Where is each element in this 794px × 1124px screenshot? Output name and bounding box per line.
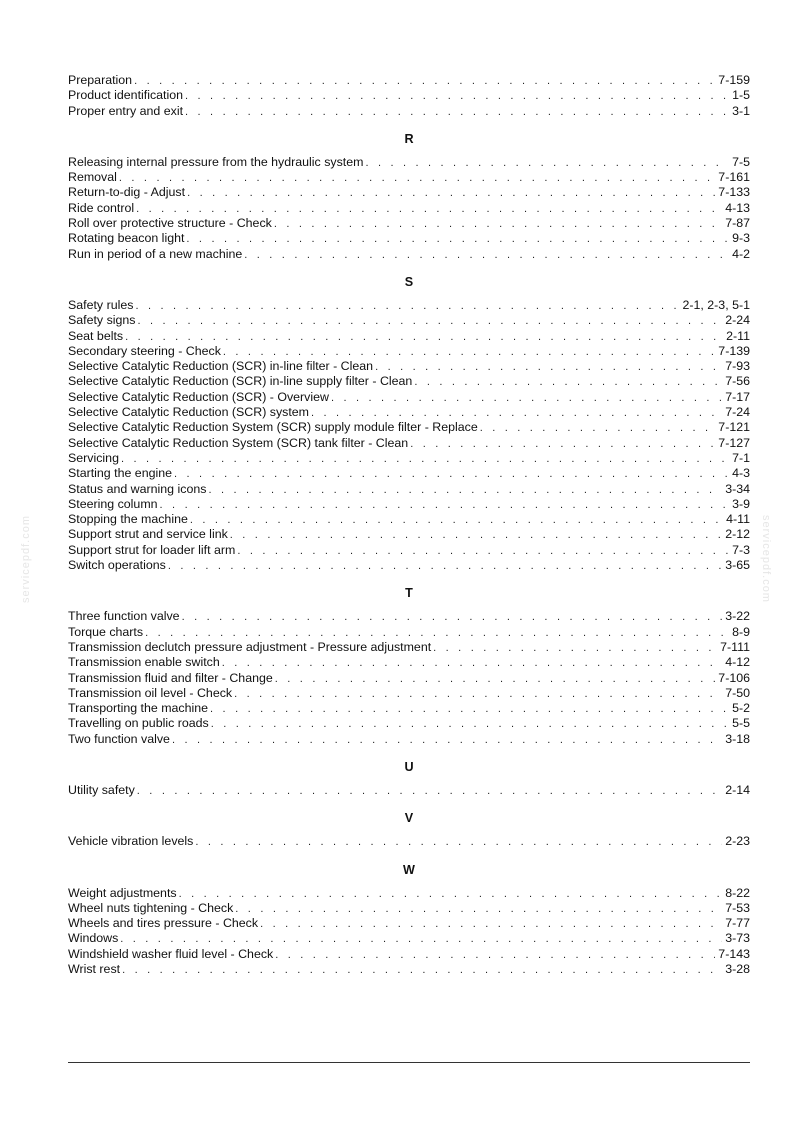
entry-title: Selective Catalytic Reduction (SCR) - Overview <box>68 389 329 404</box>
index-entry[interactable] <box>68 313 750 328</box>
section-letter: T <box>405 586 413 601</box>
entry-title: Safety signs <box>68 313 136 328</box>
entry-title: Wrist rest <box>68 962 121 977</box>
entry-title: Windshield washer fluid level - Check <box>68 946 274 961</box>
index-entry[interactable] <box>68 931 750 946</box>
dot-leader <box>260 917 722 932</box>
index-entry[interactable] <box>68 512 750 527</box>
entry-page-ref: 7-159 <box>718 73 750 87</box>
entry-page-ref: 7-139 <box>718 343 750 358</box>
entry-page-ref: 3-65 <box>725 558 750 573</box>
dot-leader <box>237 544 729 559</box>
index-section <box>68 73 750 119</box>
entry-page-ref: 3-73 <box>725 931 750 946</box>
entry-page-ref: 7-111 <box>720 639 750 654</box>
entry-page-ref: 7-121 <box>718 420 750 435</box>
entry-title: Transmission fluid and filter - Change <box>68 670 273 685</box>
entry-page-ref: 9-3 <box>732 231 750 246</box>
dot-leader <box>134 74 715 89</box>
entry-page-ref: 2-14 <box>725 782 750 797</box>
index-entry[interactable] <box>68 73 750 88</box>
dot-leader <box>174 467 729 482</box>
entry-title: Travelling on public roads <box>68 716 209 731</box>
index-entry[interactable] <box>68 732 750 747</box>
index-entry[interactable] <box>68 543 750 558</box>
index-section <box>68 132 750 262</box>
entry-page-ref: 2-24 <box>725 313 750 328</box>
dot-leader <box>120 932 722 947</box>
index-entry[interactable] <box>68 962 750 977</box>
index-entry[interactable] <box>68 916 750 931</box>
entry-page-ref: 7-93 <box>725 359 750 374</box>
entry-page-ref: 7-77 <box>725 916 750 931</box>
entry-title: Roll over protective structure - Check <box>68 216 272 231</box>
watermark-right: servicepdf.com <box>760 515 772 603</box>
entry-title: Safety rules <box>68 297 134 312</box>
entry-title: Vehicle vibration levels <box>68 834 194 849</box>
dot-leader <box>195 835 722 850</box>
index-entry[interactable] <box>68 671 750 686</box>
index-entry[interactable] <box>68 640 750 655</box>
section-letter: W <box>403 862 415 877</box>
entry-title: Rotating beacon light <box>68 231 185 246</box>
entry-title: Support strut and service link <box>68 527 228 542</box>
index-entry[interactable] <box>68 947 750 962</box>
entry-title: Wheels and tires pressure - Check <box>68 916 259 931</box>
entry-page-ref: 7-50 <box>725 685 750 700</box>
entry-title: Switch operations <box>68 558 166 573</box>
entry-page-ref: 3-18 <box>725 731 750 746</box>
index-entry[interactable] <box>68 329 750 344</box>
entry-title: Weight adjustments <box>68 885 177 900</box>
entry-page-ref: 7-5 <box>732 154 750 169</box>
dot-leader <box>210 702 729 717</box>
dot-leader <box>331 391 722 406</box>
entry-page-ref: 5-5 <box>732 716 750 731</box>
entry-title: Stopping the machine <box>68 512 188 527</box>
section-letter: V <box>404 811 414 826</box>
entry-page-ref: 3-1 <box>732 103 750 118</box>
index-entry[interactable] <box>68 216 750 231</box>
index-entry[interactable] <box>68 625 750 640</box>
entry-page-ref: 7-143 <box>718 946 750 961</box>
entry-title: Seat belts <box>68 328 124 343</box>
index-entry[interactable] <box>68 527 750 542</box>
entry-page-ref: 5-2 <box>732 701 750 716</box>
index-entry[interactable] <box>68 390 750 405</box>
dot-leader <box>211 717 729 732</box>
footer-rule <box>68 1062 750 1063</box>
index-entry[interactable] <box>68 558 750 573</box>
dot-leader <box>208 483 722 498</box>
dot-leader <box>375 360 722 375</box>
index-entry[interactable] <box>68 155 750 170</box>
dot-leader <box>230 528 722 543</box>
index-entry[interactable] <box>68 451 750 466</box>
index-entry[interactable] <box>68 344 750 359</box>
entry-title: Ride control <box>68 200 135 215</box>
index-entry[interactable] <box>68 686 750 701</box>
index-entry[interactable] <box>68 886 750 901</box>
index-entry[interactable] <box>68 482 750 497</box>
index-entry[interactable] <box>68 420 750 435</box>
dot-leader <box>235 902 722 917</box>
index-section <box>68 760 750 798</box>
dot-leader <box>145 626 729 641</box>
entry-page-ref: 7-53 <box>725 900 750 915</box>
entry-page-ref: 4-12 <box>725 655 750 670</box>
entry-title: Utility safety <box>68 782 135 797</box>
section-letter: S <box>404 274 414 289</box>
entry-page-ref: 2-12 <box>725 527 750 542</box>
index-entry[interactable] <box>68 716 750 731</box>
entry-title: Starting the engine <box>68 466 173 481</box>
index-entry[interactable] <box>68 497 750 512</box>
dot-leader <box>168 559 722 574</box>
dot-leader <box>275 948 715 963</box>
entry-title: Selective Catalytic Reduction (SCR) system <box>68 405 310 420</box>
dot-leader <box>137 784 722 799</box>
entry-title: Two function valve <box>68 731 170 746</box>
dot-leader <box>172 733 722 748</box>
entry-page-ref: 2-1, 2-3, 5-1 <box>682 297 750 312</box>
index-section <box>68 811 750 849</box>
entry-title: Transmission declutch pressure adjustment - Pressure adjustment <box>68 639 432 654</box>
entry-title: Transmission enable switch <box>68 655 220 670</box>
index-entry[interactable] <box>68 655 750 670</box>
entry-page-ref: 4-3 <box>732 466 750 481</box>
entry-title: Steering column <box>68 496 158 511</box>
dot-leader <box>135 299 679 314</box>
index-entry[interactable] <box>68 701 750 716</box>
entry-title: Product identification <box>68 88 184 103</box>
dot-leader <box>122 963 722 978</box>
entry-page-ref: 7-133 <box>718 185 750 200</box>
entry-page-ref: 4-2 <box>732 246 750 261</box>
dot-leader <box>222 656 722 671</box>
index-entry[interactable] <box>68 374 750 389</box>
index-entry[interactable] <box>68 466 750 481</box>
dot-leader <box>223 345 715 360</box>
dot-leader <box>185 105 729 120</box>
entry-page-ref: 3-34 <box>725 481 750 496</box>
dot-leader <box>311 406 722 421</box>
dot-leader <box>433 641 717 656</box>
index-section <box>68 275 750 573</box>
entry-page-ref: 3-9 <box>732 496 750 511</box>
index-content <box>68 73 750 977</box>
entry-title: Selective Catalytic Reduction System (SCR) supply module filter - Replace <box>68 420 478 435</box>
dot-leader <box>136 202 722 217</box>
entry-title: Torque charts <box>68 624 144 639</box>
entry-page-ref: 1-5 <box>732 88 750 103</box>
entry-page-ref: 7-3 <box>732 542 750 557</box>
entry-page-ref: 7-17 <box>725 389 750 404</box>
dot-leader <box>119 171 715 186</box>
dot-leader <box>275 672 716 687</box>
index-entry[interactable] <box>68 436 750 451</box>
entry-title: Servicing <box>68 450 119 465</box>
entry-page-ref: 2-23 <box>725 834 750 849</box>
index-entry[interactable] <box>68 834 750 849</box>
entry-page-ref: 7-56 <box>725 374 750 389</box>
entry-page-ref: 4-13 <box>725 200 750 215</box>
dot-leader <box>186 232 729 247</box>
dot-leader <box>274 217 722 232</box>
dot-leader <box>480 421 716 436</box>
entry-page-ref: 7-87 <box>725 216 750 231</box>
dot-leader <box>138 314 723 329</box>
entry-page-ref: 4-11 <box>726 512 750 527</box>
index-entry[interactable] <box>68 104 750 119</box>
entry-title: Wheel nuts tightening - Check <box>68 900 234 915</box>
entry-title: Run in period of a new machine <box>68 246 243 261</box>
entry-title: Proper entry and exit <box>68 103 184 118</box>
entry-title: Transmission oil level - Check <box>68 685 233 700</box>
entry-page-ref: 2-11 <box>726 328 750 343</box>
entry-title: Windows <box>68 931 119 946</box>
index-section <box>68 586 750 747</box>
dot-leader <box>160 498 730 513</box>
index-entry[interactable] <box>68 231 750 246</box>
dot-leader <box>414 375 722 390</box>
index-entry[interactable] <box>68 609 750 624</box>
entry-title: Selective Catalytic Reduction (SCR) in-line supply filter - Clean <box>68 374 413 389</box>
dot-leader <box>244 248 729 263</box>
entry-title: Secondary steering - Check <box>68 343 221 358</box>
dot-leader <box>410 437 715 452</box>
index-entry[interactable] <box>68 88 750 103</box>
index-section <box>68 863 750 978</box>
index-entry[interactable] <box>68 901 750 916</box>
entry-title: Three function valve <box>68 609 180 624</box>
entry-title: Return-to-dig - Adjust <box>68 185 186 200</box>
index-entry[interactable] <box>68 405 750 420</box>
entry-page-ref: 8-9 <box>732 624 750 639</box>
section-letter: U <box>404 759 414 774</box>
entry-title: Selective Catalytic Reduction (SCR) in-line filter - Clean <box>68 359 374 374</box>
entry-page-ref: 7-161 <box>718 170 750 185</box>
entry-page-ref: 3-28 <box>725 962 750 977</box>
dot-leader <box>125 330 723 345</box>
entry-page-ref: 7-127 <box>718 435 750 450</box>
entry-page-ref: 3-22 <box>725 609 750 624</box>
entry-title: Status and warning icons <box>68 481 207 496</box>
entry-title: Support strut for loader lift arm <box>68 542 236 557</box>
dot-leader <box>185 89 729 104</box>
entry-title: Transporting the machine <box>68 701 209 716</box>
dot-leader <box>179 887 723 902</box>
section-letter: R <box>404 131 414 146</box>
dot-leader <box>234 687 722 702</box>
index-entry[interactable] <box>68 298 750 313</box>
dot-leader <box>190 513 723 528</box>
entry-title: Removal <box>68 170 117 185</box>
index-entry[interactable] <box>68 170 750 185</box>
entry-title: Preparation <box>68 73 133 87</box>
dot-leader <box>182 610 723 625</box>
entry-page-ref: 7-24 <box>725 405 750 420</box>
index-entry[interactable] <box>68 359 750 374</box>
entry-title: Selective Catalytic Reduction System (SCR) tank filter - Clean <box>68 435 409 450</box>
dot-leader <box>365 156 729 171</box>
entry-title: Releasing internal pressure from the hydraulic system <box>68 154 364 169</box>
index-entry[interactable] <box>68 185 750 200</box>
index-entry[interactable] <box>68 247 750 262</box>
index-entry[interactable] <box>68 783 750 798</box>
dot-leader <box>121 452 729 467</box>
entry-page-ref: 8-22 <box>725 885 750 900</box>
entry-page-ref: 7-106 <box>718 670 750 685</box>
entry-page-ref: 7-1 <box>732 450 750 465</box>
index-entry[interactable] <box>68 201 750 216</box>
watermark-left: servicepdf.com <box>20 515 32 603</box>
dot-leader <box>187 186 715 201</box>
